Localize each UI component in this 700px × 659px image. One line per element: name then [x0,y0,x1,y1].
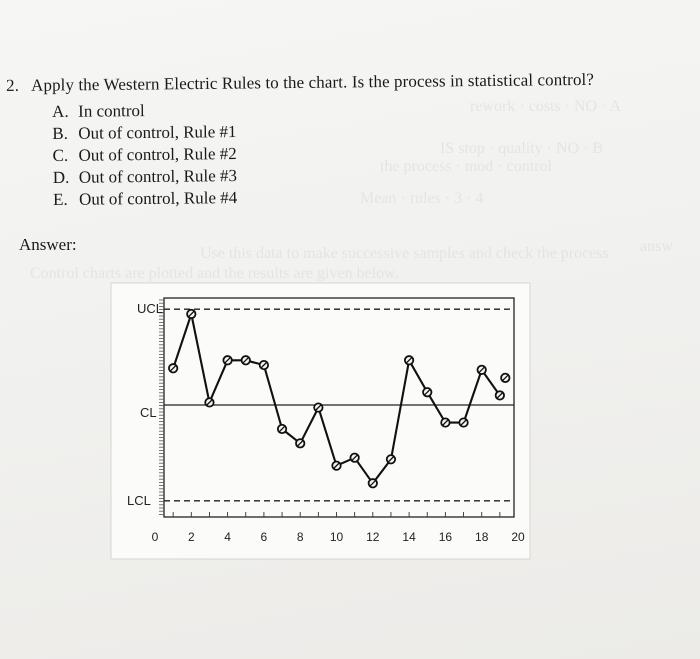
x-tick-label: 16 [438,530,453,544]
option-letter: A. [52,101,69,121]
x-tick-label: 12 [366,530,380,544]
x-tick-label: 0 [151,530,159,544]
x-tick-label: 6 [260,530,268,544]
option-text: Out of control, Rule #1 [78,122,237,143]
x-tick-label: 20 [511,530,525,544]
limit-label-lcl: LCL [127,492,151,508]
option-letter: E. [52,189,68,209]
question-text: Apply the Western Electric Rules to the chart. Is the process in statistical control? [30,69,595,95]
option-text: Out of control, Rule #2 [78,144,237,165]
x-tick-label: 8 [296,530,304,544]
question-number: 2. [6,75,20,95]
answer-label: Answer: [19,235,77,254]
option-text: Out of control, Rule #3 [78,166,238,187]
option-text: Out of control, Rule #4 [78,188,238,209]
option-letter: B. [52,123,69,143]
option-letter: D. [52,167,70,187]
x-tick-label: 18 [475,530,489,544]
limit-label-cl: CL [140,405,157,420]
option-letter: C. [52,145,69,165]
x-tick-label: 2 [187,530,195,544]
limit-label-ucl: UCL [137,301,164,317]
x-tick-label: 4 [224,530,231,544]
x-tick-label: 14 [402,530,416,544]
x-tick-label: 10 [329,530,344,544]
option-text: In control [78,101,145,121]
